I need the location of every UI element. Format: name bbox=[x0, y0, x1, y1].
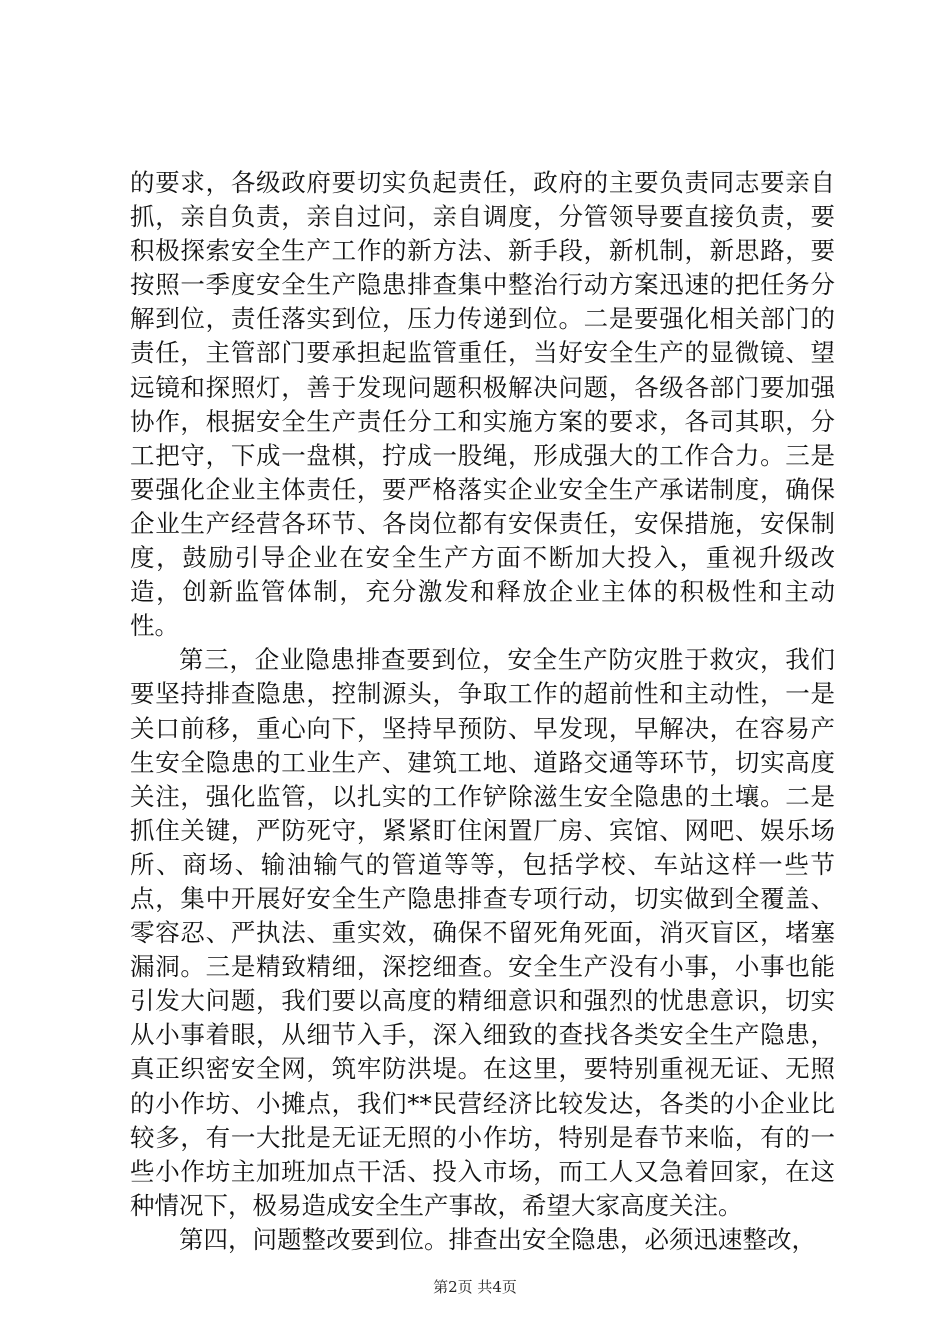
paragraph-fourth: 第四，问题整改要到位。排查出安全隐患，必须迅速整改， bbox=[179, 1224, 816, 1254]
paragraph-continuation: 的要求，各级政府要切实负起责任，政府的主要负责同志要亲自抓，亲自负责，亲自过问，亲自调度，分管领导要直接负责，要积极探索安全生产工作的新方法、新手段，新机制，新思路，要按照一季度安全生产隐患排查集中整治行动方案迅速的把任务分解到位，责任落实到位，压力传递到位。二是要强化相关部门的责任，主管部门要承担起监管重任，当好安全生产的显微镜、望远镜和探照灯，善于发现问题积极解决问题，各级各部门要加强协作，根据安全生产责任分工和实施方案的要求，各司其职，分工把守，下成一盘棋，拧成一股绳，形成强大的工作合力。三是要强化企业主体责任，要严格落实企业安全生产承诺制度，确保企业生产经营各环节、各岗位都有安保责任，安保措施，安保制度，鼓励引导企业在安全生产方面不断加大投入，重视升级改造，创新监管体制，充分激发和释放企业主体的积极性和主动性。 bbox=[130, 168, 835, 641]
paragraph-third: 第三，企业隐患排查要到位，安全生产防灾胜于救灾，我们要坚持排查隐患，控制源头，争取工作的超前性和主动性，一是关口前移，重心向下，坚持早预防、早发现，早解决，在容易产生安全隐患的工业生产、建筑工地、道路交通等环节，切实高度关注，强化监管，以扎实的工作铲除滋生安全隐患的土壤。二是抓住关键，严防死守，紧紧盯住闲置厂房、宾馆、网吧、娱乐场所、商场、输油输气的管道等等，包括学校、车站这样一些节点，集中开展好安全生产隐患排查专项行动，切实做到全覆盖、零容忍、严执法、重实效，确保不留死角死面，消灭盲区，堵塞漏洞。三是精致精细，深挖细查。安全生产没有小事，小事也能引发大问题，我们要以高度的精细意识和强烈的忧患意识，切实从小事着眼，从细节入手，深入细致的查找各类安全生产隐患，真正织密安全网，筑牢防洪堤。在这里，要特别重视无证、无照的小作坊、小摊点，我们**民营经济比较发达，各类的小企业比较多，有一大批是无证无照的小作坊，特别是春节来临，有的一些小作坊主加班加点干活、投入市场，而工人又急着回家，在这种情况下，极易造成安全生产事故，希望大家高度关注。 bbox=[130, 645, 835, 1220]
document-body bbox=[130, 166, 835, 1257]
page-number-footer: 第2页 共4页 bbox=[433, 1278, 517, 1296]
